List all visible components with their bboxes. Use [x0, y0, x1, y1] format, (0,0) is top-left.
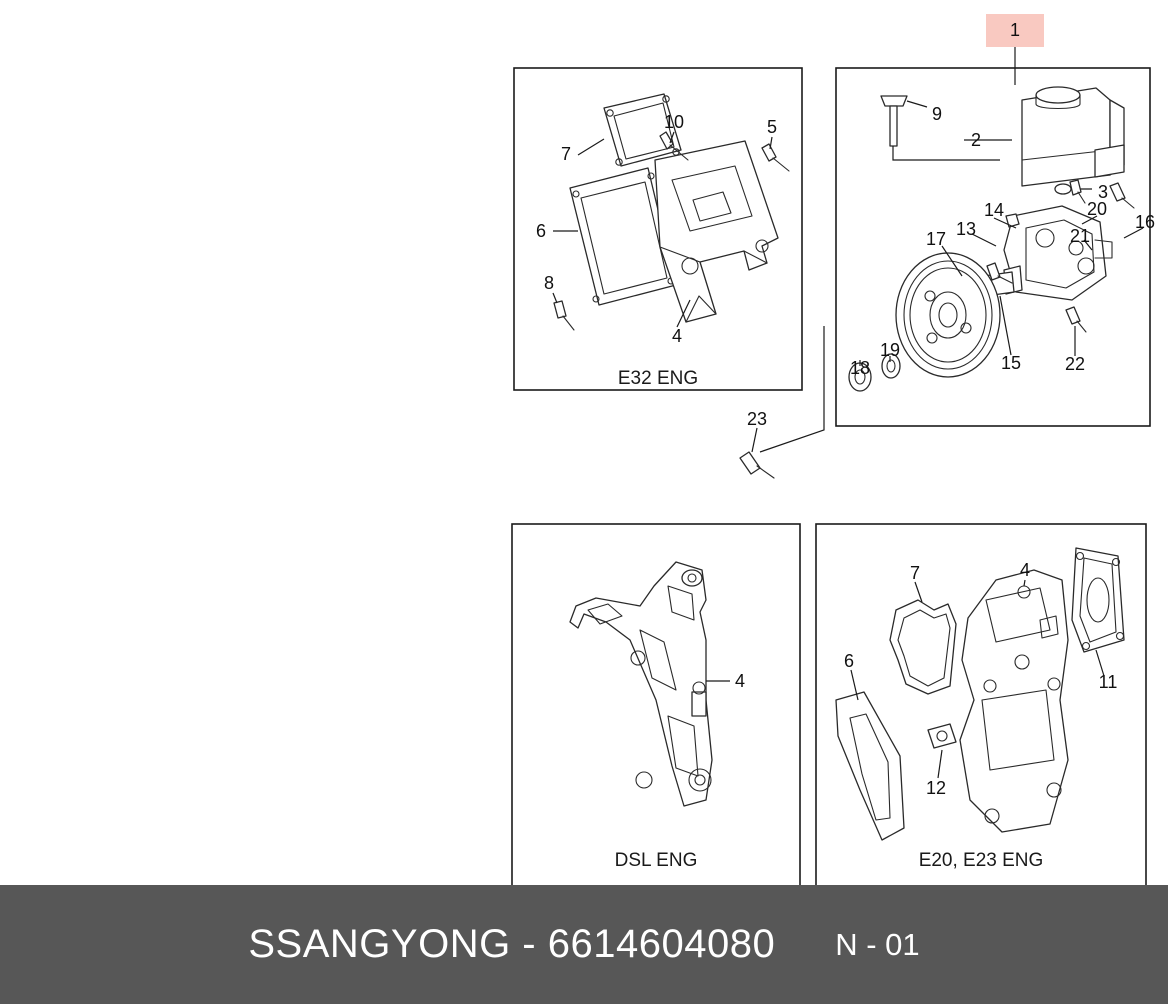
part-bolt-13: [1006, 214, 1019, 227]
callout-23: 23: [746, 409, 768, 429]
part-dsl-bracket-4: [570, 562, 712, 806]
callout-7-e20: 7: [909, 563, 921, 583]
callout-13: 13: [955, 219, 977, 239]
leader-9-base: [893, 146, 1000, 160]
callout-8: 8: [543, 273, 555, 293]
panel-e20e23-caption: E20, E23 ENG: [918, 850, 1044, 871]
callout-3: 3: [1097, 182, 1109, 202]
leader-23-link: [760, 326, 824, 452]
leader-15: [1000, 296, 1011, 355]
leader-9: [907, 101, 927, 107]
callout-7-e32: 7: [560, 144, 572, 164]
part-plate-6-e20: [836, 692, 904, 840]
part-pulley-17: [896, 253, 1000, 377]
callout-22: 22: [1064, 354, 1086, 374]
callout-10: 10: [663, 112, 685, 132]
leader-12: [938, 750, 942, 778]
callout-12: 12: [925, 778, 947, 798]
callout-15: 15: [1000, 353, 1022, 373]
callout-1: 1: [1009, 20, 1021, 40]
footer-part-number: SSANGYONG - 6614604080: [248, 922, 776, 966]
callout-16: 16: [1134, 212, 1156, 232]
callout-4-e20: 4: [1019, 560, 1031, 580]
part-e20-bracket-4: [960, 570, 1068, 832]
panel-dsl-border: [512, 524, 800, 886]
callout-14: 14: [983, 200, 1005, 220]
leader-7: [578, 139, 604, 155]
callout-4-e32: 4: [671, 326, 683, 346]
part-cap-9: [881, 96, 907, 106]
panel-dsl-caption: DSL ENG: [614, 850, 698, 871]
panel-e32-caption: E32 ENG: [617, 368, 699, 389]
part-reservoir-cap: [1036, 87, 1080, 103]
callout-6-e20: 6: [843, 651, 855, 671]
part-bolt-23: [740, 452, 760, 474]
callout-17: 17: [925, 229, 947, 249]
footer-reference-code: N - 01: [835, 926, 920, 962]
part-bolt-8: [554, 301, 566, 318]
callout-2: 2: [970, 130, 982, 150]
callout-21: 21: [1069, 226, 1091, 246]
leader-7-e20: [915, 582, 922, 602]
leader-8: [553, 293, 557, 303]
callout-9: 9: [931, 104, 943, 124]
callout-4-dsl: 4: [734, 671, 746, 691]
callout-18: 18: [849, 358, 871, 378]
part-bracket-4: [655, 141, 778, 322]
footer-bar: [0, 885, 1168, 1004]
callout-20: 20: [1086, 199, 1108, 219]
callout-6-e32: 6: [535, 221, 547, 241]
leader-23: [752, 428, 757, 452]
part-bolt-20: [1070, 180, 1081, 195]
callout-19: 19: [879, 340, 901, 360]
callout-5: 5: [766, 117, 778, 137]
callout-11: 11: [1098, 672, 1118, 692]
part-washer-12: [928, 724, 956, 748]
part-oring-3: [1055, 184, 1071, 194]
